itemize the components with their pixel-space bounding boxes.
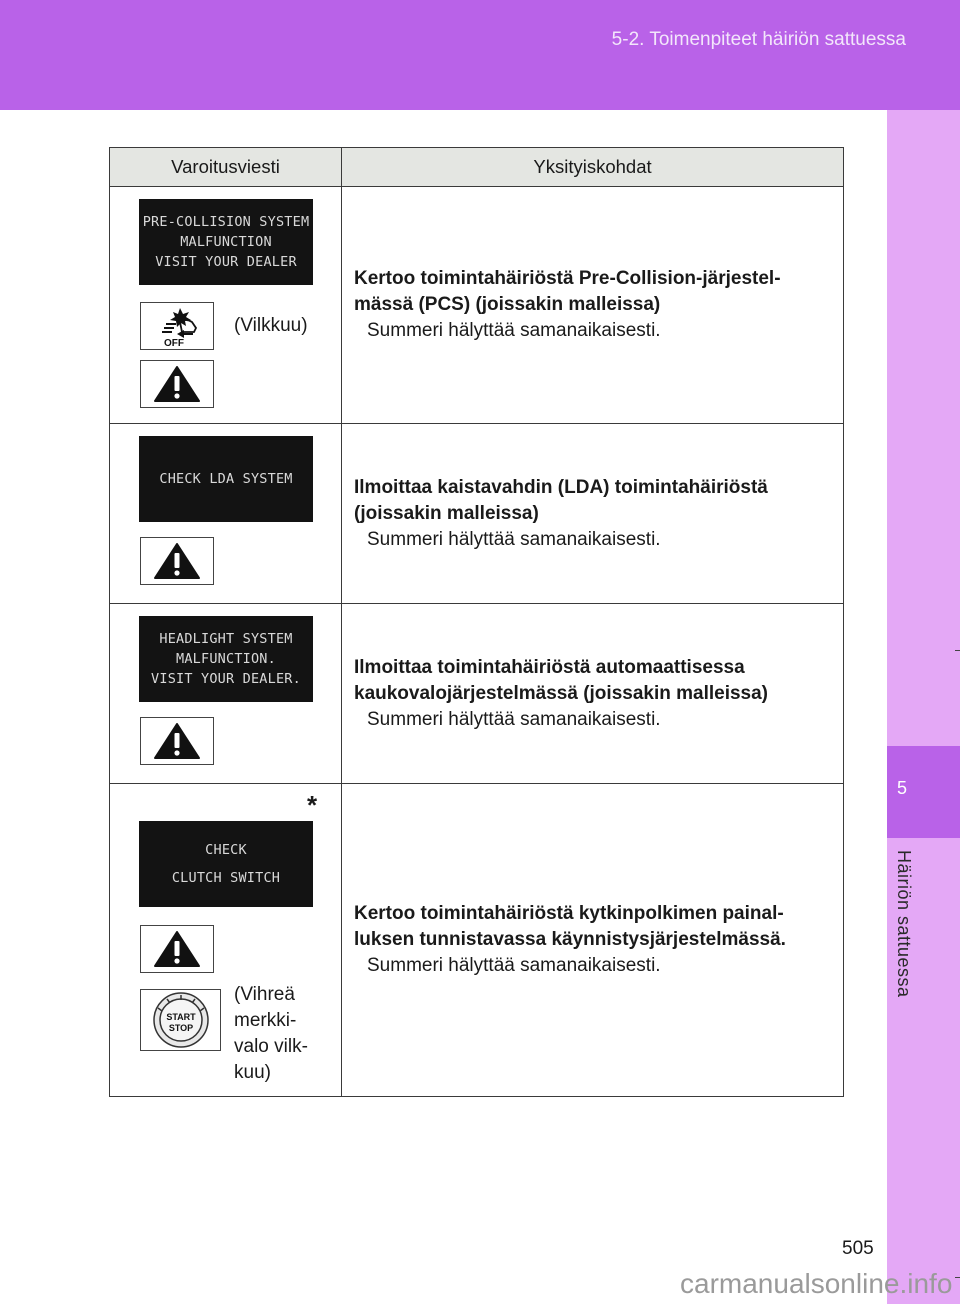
chapter-name: Häiriön sattuessa (894, 850, 914, 998)
side-tab (887, 110, 960, 1304)
table-row (110, 424, 844, 604)
detail-text: Summeri hälyttää samanaikaisesti. (367, 528, 661, 550)
footnote-asterisk: * (307, 790, 318, 820)
detail-heading: Ilmoittaa toimintahäiriöstä automaattisessa (354, 656, 745, 678)
note-line: merkki- (234, 1010, 297, 1031)
details-cell (342, 424, 844, 604)
display-line: MALFUNCTION. (176, 651, 276, 667)
display-line: MALFUNCTION (180, 234, 272, 250)
display-line: VISIT YOUR DEALER. (151, 671, 301, 687)
details-cell (342, 604, 844, 784)
column-header-warning: Varoitusviesti (110, 148, 342, 187)
start-stop-button-icon (142, 990, 220, 1050)
display-message-headlight (139, 616, 313, 702)
table-header-row (110, 148, 844, 187)
detail-text: Summeri hälyttää samanaikaisesti. (367, 320, 661, 341)
display-line: CHECK LDA SYSTEM (159, 471, 293, 487)
crop-mark (955, 1277, 960, 1278)
master-warning-indicator (140, 717, 214, 765)
detail-heading: (joissakin malleissa) (354, 502, 539, 524)
table-row (110, 604, 844, 784)
warning-cell (110, 187, 342, 424)
detail-heading: mässä (PCS) (joissakin malleissa) (354, 294, 661, 315)
details-cell (342, 784, 844, 1097)
stop-label: STOP (168, 1023, 193, 1033)
page-number: 505 (842, 1238, 874, 1259)
warning-cell (110, 424, 342, 604)
indicator-note (234, 982, 308, 1086)
warning-cell (110, 784, 342, 1097)
pcs-off-indicator (140, 302, 214, 350)
warning-triangle-icon (151, 541, 203, 581)
master-warning-indicator (140, 925, 214, 973)
indicator-note: (Vilkkuu) (234, 315, 308, 336)
header-band (0, 0, 960, 110)
warning-triangle-icon (151, 721, 203, 761)
detail-text: Summeri hälyttää samanaikaisesti. (367, 955, 661, 976)
display-message-pcs (139, 199, 313, 285)
display-message-lda (139, 436, 313, 522)
warning-table (109, 147, 844, 1097)
start-label: START (165, 1012, 196, 1022)
pcs-off-icon (146, 304, 208, 348)
display-line: PRE-COLLISION SYSTEM (142, 214, 310, 230)
table-row (110, 187, 844, 424)
detail-heading: luksen tunnistavassa käynnistysjärjestelmässä. (354, 929, 786, 950)
master-warning-indicator (140, 537, 214, 585)
display-line: CHECK (205, 842, 247, 858)
crop-mark (955, 650, 960, 651)
display-line: HEADLIGHT SYSTEM (159, 631, 293, 647)
start-stop-indicator (140, 989, 221, 1051)
display-message-clutch (139, 821, 313, 907)
section-title: 5-2. Toimenpiteet häiriön sattuessa (611, 29, 906, 50)
detail-heading: kaukovalojärjestelmässä (joissakin malleissa) (354, 682, 769, 704)
display-line: VISIT YOUR DEALER (155, 254, 297, 270)
column-header-details: Yksityiskohdat (342, 148, 844, 187)
warning-triangle-icon (151, 364, 203, 404)
off-label: OFF (164, 338, 184, 348)
warning-cell (110, 604, 342, 784)
detail-heading: Kertoo toimintahäiriöstä Pre-Collision-järjestel- (354, 268, 781, 289)
master-warning-indicator (140, 360, 214, 408)
warning-triangle-icon (151, 929, 203, 969)
note-line: kuu) (234, 1062, 271, 1083)
detail-heading: Kertoo toimintahäiriöstä kytkinpolkimen painal- (354, 903, 784, 924)
chapter-number: 5 (896, 778, 907, 798)
display-line: CLUTCH SWITCH (171, 870, 281, 886)
detail-heading: Ilmoittaa kaistavahdin (LDA) toimintahäiriöstä (354, 476, 768, 498)
note-line: (Vihreä (234, 984, 295, 1005)
watermark: carmanualsonline.info (680, 1268, 953, 1299)
details-cell (342, 187, 844, 424)
detail-text: Summeri hälyttää samanaikaisesti. (367, 708, 661, 730)
note-line: valo vilk- (234, 1036, 308, 1057)
table-row (110, 784, 844, 1097)
